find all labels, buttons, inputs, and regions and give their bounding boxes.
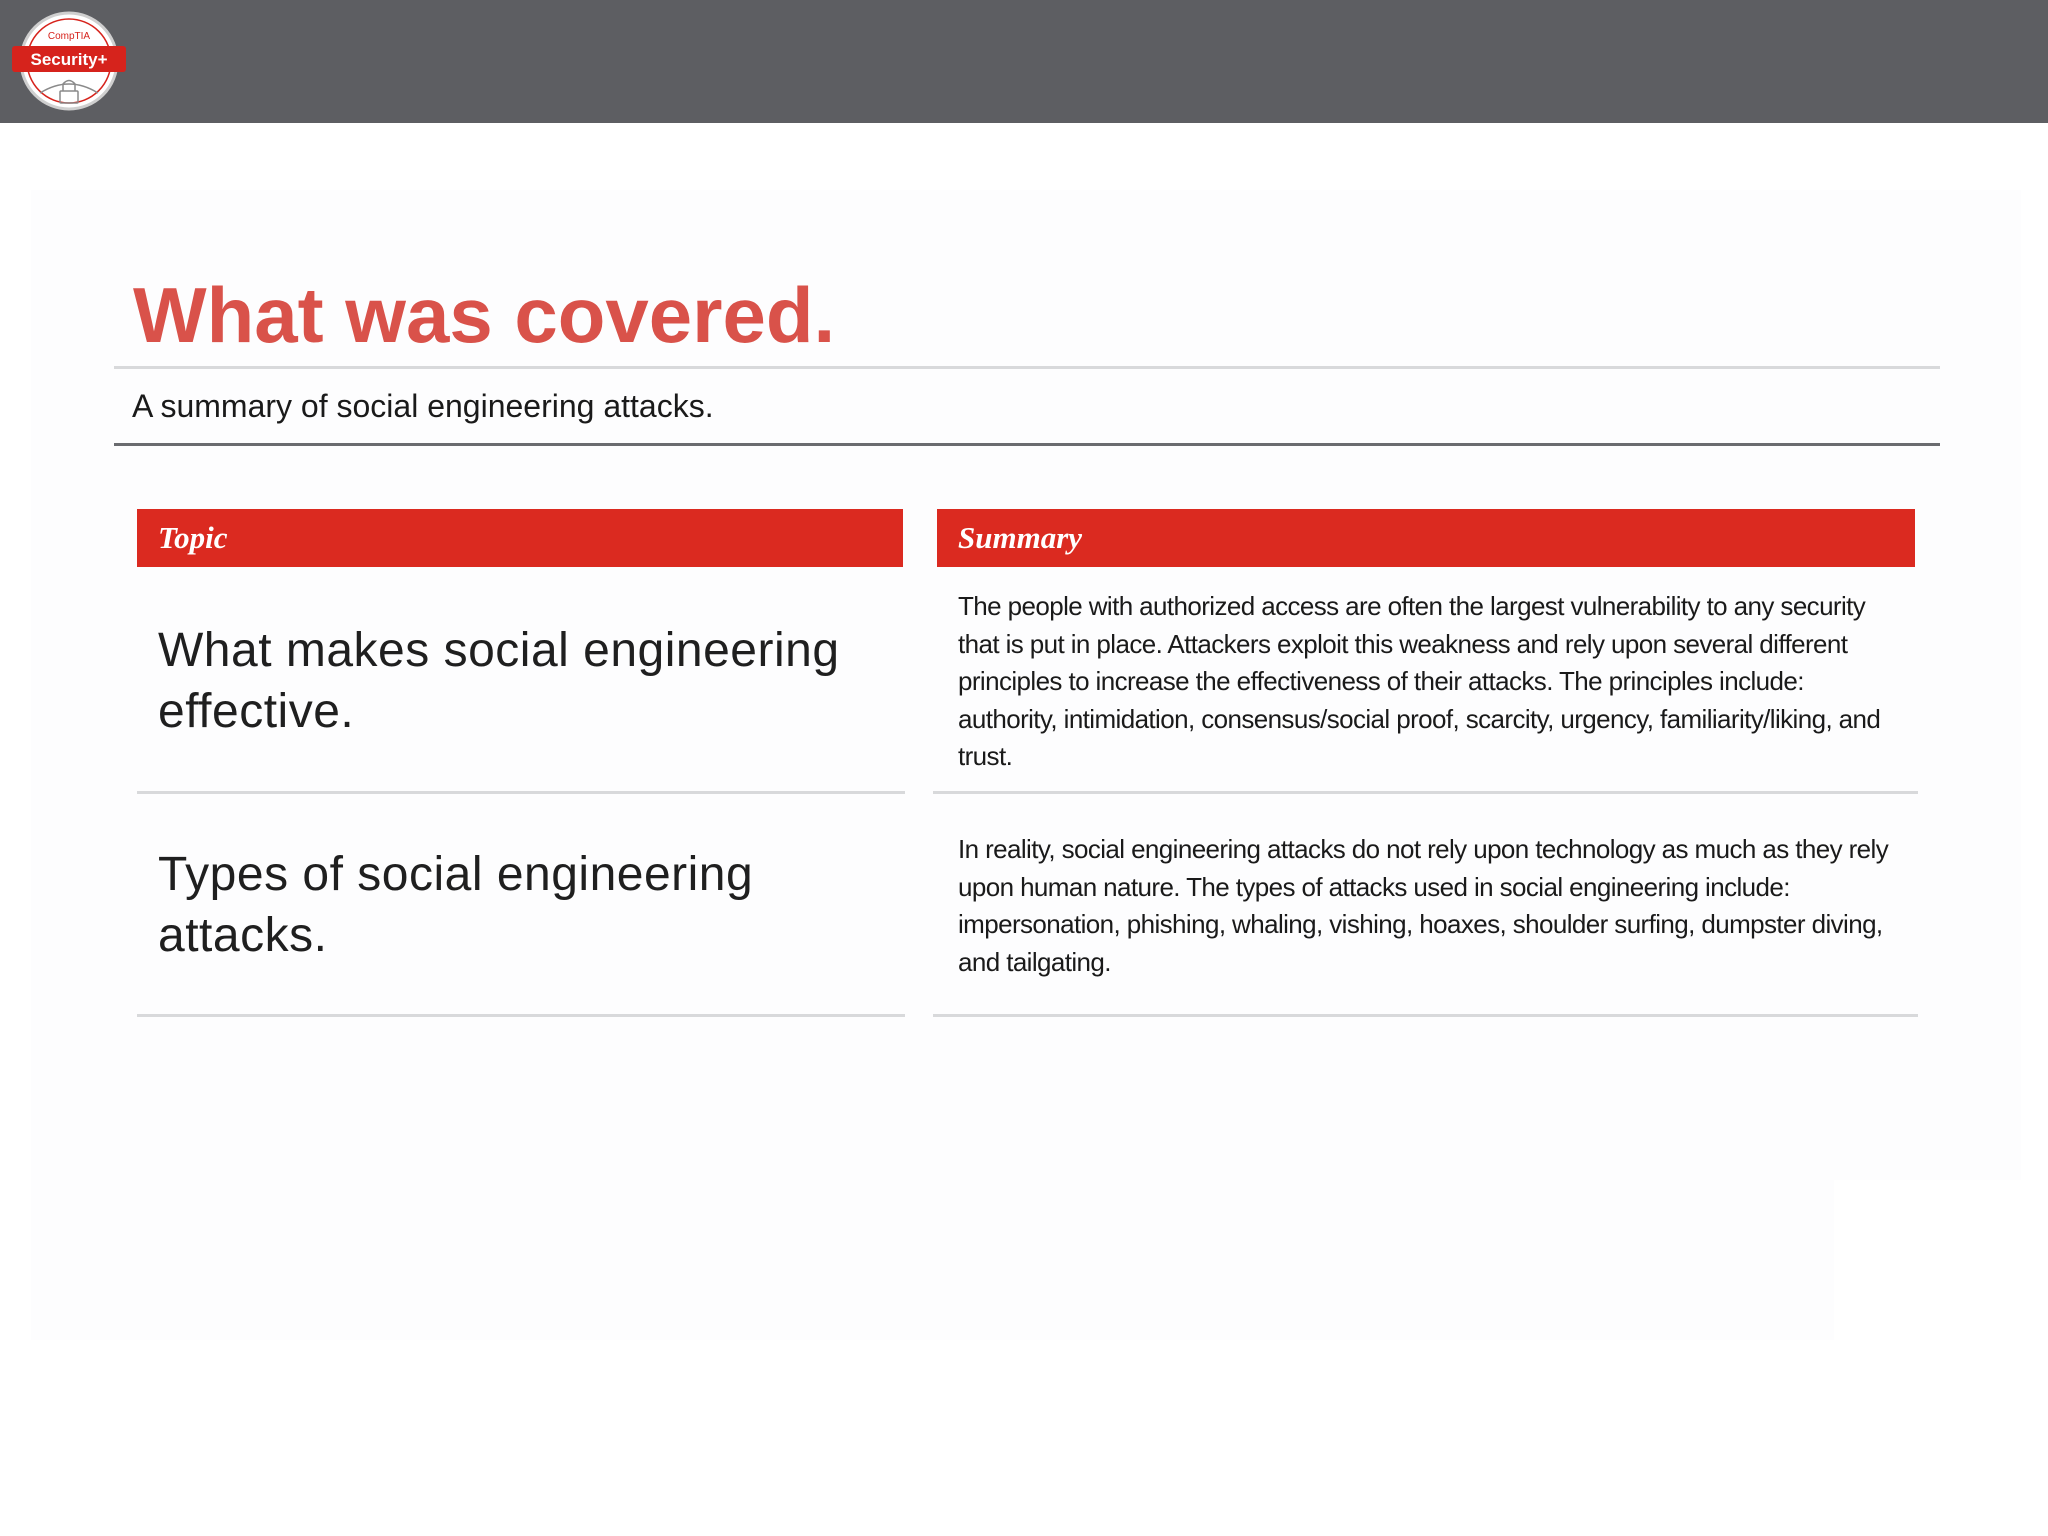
slide-title: What was covered. — [133, 271, 836, 359]
row-divider-summary-2 — [933, 1014, 1918, 1017]
summary-column-header: Summary — [937, 509, 1915, 567]
row-divider-topic-1 — [137, 791, 905, 794]
title-divider — [114, 366, 1940, 369]
slide-subtitle: A summary of social engineering attacks. — [132, 388, 714, 424]
comptia-security-plus-logo — [10, 11, 128, 111]
top-bar — [0, 0, 2048, 123]
topic-column-header: Topic — [137, 509, 903, 567]
row-divider-summary-1 — [933, 791, 1918, 794]
summary-cell-2: In reality, social engineering attacks do not rely upon technology as much as they rely upon human nature. The types of attacks used in social engineering include: impersonation, phishing, whaling, vishing, hoaxes, shoulder surfing, dumpster diving, and tailgating. — [958, 834, 1889, 977]
topic-cell-2: Types of social engineering attacks. — [158, 848, 754, 962]
logo-top-text: CompTIA — [47, 31, 91, 42]
topic-cell-1: What makes social engineering effective. — [158, 624, 840, 738]
summary-cell-1: The people with authorized access are often the largest vulnerability to any security that is put in place. Attackers exploit this weakness and rely upon several different principles to increase the effectiveness of their attacks. The principles include: authority, intimidation, consensus/social proof, scarcity, urgency, familiarity/liking, and trust. — [958, 591, 1881, 771]
row-divider-topic-2 — [137, 1014, 905, 1017]
subtitle-divider — [114, 443, 1940, 446]
slide-corner — [1834, 1180, 2048, 1360]
logo-badge-text: Security+ — [30, 50, 108, 69]
